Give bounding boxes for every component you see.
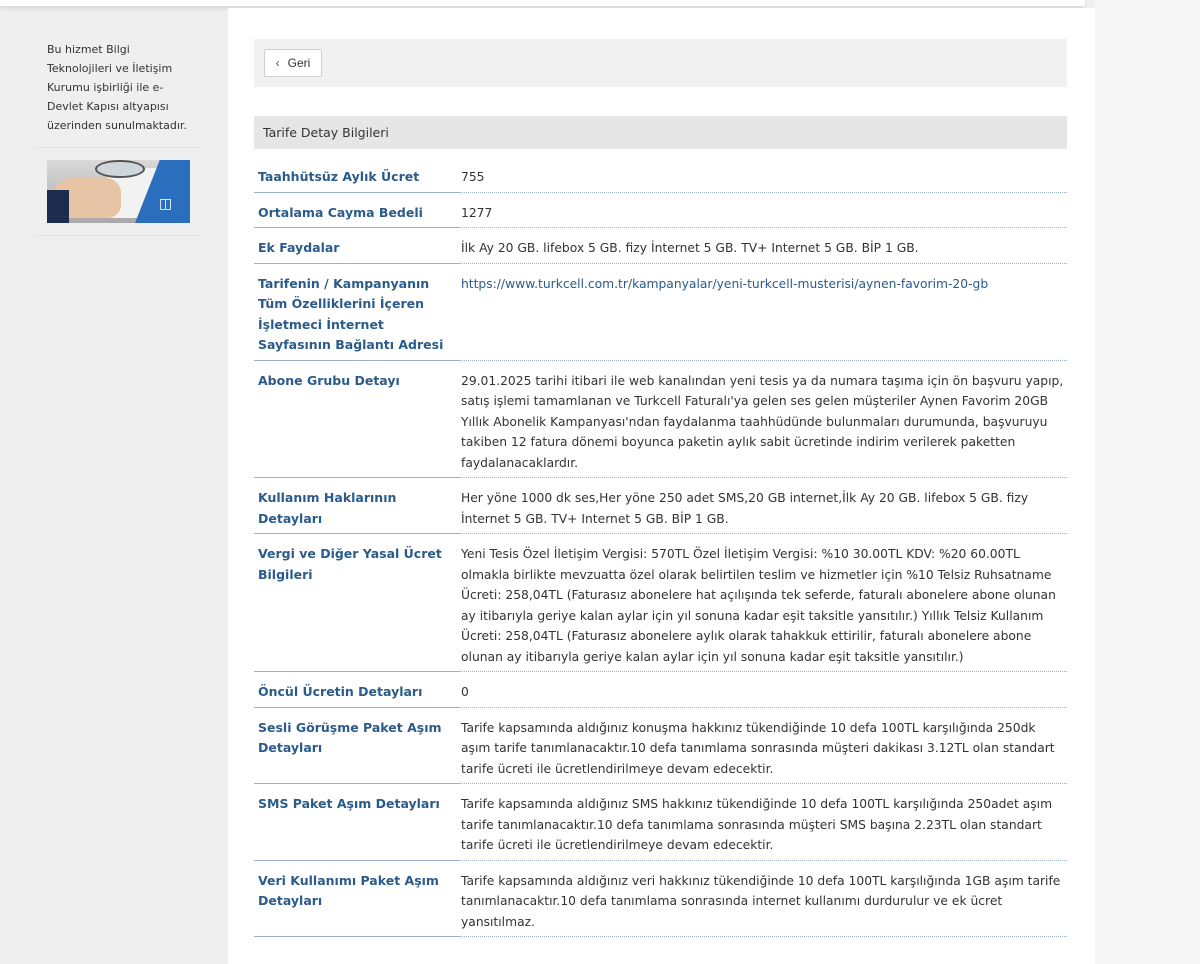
detail-value: İlk Ay 20 GB. lifebox 5 GB. fizy İnternet 5 GB. TV+ Internet 5 GB. BİP 1 GB.	[460, 228, 1067, 264]
detail-label: Taahhütsüz Aylık Ücret	[254, 157, 460, 193]
detail-row-campaign-url	[254, 264, 1067, 361]
chevron-left-icon: ‹	[275, 56, 280, 70]
detail-value: Tarife kapsamında aldığınız veri hakkınız tükendiğinde 10 defa 100TL karşılığında 1GB aşım tarife tanımlanacaktır.10 defa tanımlama sonrasında internet kullanımı durdurulur ve ek ücret yansıtılmaz.	[460, 861, 1067, 938]
detail-value: Tarife kapsamında aldığınız konuşma hakkınız tükendiğinde 10 defa 100TL karşılığında 250dk aşım tarife tanımlanacaktır.10 defa tanımlama sonrasında müşteri dakikası 3.12TL olan standart tarife ücreti ile ücretlendirilmeye devam edecektir.	[460, 708, 1067, 785]
detail-label: Veri Kullanımı Paket Aşım Detayları	[254, 861, 460, 938]
sidebar-divider	[33, 235, 203, 236]
detail-row-taxes	[254, 534, 1067, 672]
btk-banner-image[interactable]	[47, 160, 190, 223]
magnifier-icon	[95, 160, 145, 178]
detail-value: 1277	[460, 193, 1067, 229]
toolbar-panel	[254, 39, 1067, 87]
right-margin	[1095, 0, 1200, 964]
detail-value: 755	[460, 157, 1067, 193]
detail-label: Tarifenin / Kampanyanın Tüm Özelliklerini İçeren İşletmeci İnternet Sayfasının Bağlantı Adresi	[254, 264, 460, 361]
sidebar-info-text: Bu hizmet Bilgi Teknolojileri ve İletişim Kurumu işbirliği ile e-Devlet Kapısı altyapısı üzerinden sunulmaktadır.	[33, 26, 203, 148]
detail-row-prepaid-fee	[254, 672, 1067, 708]
detail-label: Öncül Ücretin Detayları	[254, 672, 460, 708]
detail-label: Kullanım Haklarının Detayları	[254, 478, 460, 534]
device-icon: ◫	[159, 196, 173, 212]
back-button[interactable]	[264, 49, 322, 77]
detail-label: Vergi ve Diğer Yasal Ücret Bilgileri	[254, 534, 460, 672]
sleeve-image	[47, 190, 69, 223]
campaign-link[interactable]: https://www.turkcell.com.tr/kampanyalar/yeni-turkcell-musterisi/aynen-favorim-20-gb	[461, 276, 989, 291]
detail-row-data-overage	[254, 861, 1067, 938]
main-content	[228, 8, 1095, 964]
detail-label: Abone Grubu Detayı	[254, 361, 460, 479]
detail-row-usage-rights	[254, 478, 1067, 534]
detail-value: Her yöne 1000 dk ses,Her yöne 250 adet SMS,20 GB internet,İlk Ay 20 GB. lifebox 5 GB. fizy İnternet 5 GB. TV+ Internet 5 GB. BİP 1 GB.	[460, 478, 1067, 534]
top-bar	[0, 0, 1085, 6]
tariff-details-table	[254, 157, 1067, 937]
detail-value: Tarife kapsamında aldığınız SMS hakkınız tükendiğinde 10 defa 100TL karşılığında 250adet aşım tarife tanımlanacaktır.10 defa tanımlama sonrasında müşteri SMS başına 2.23TL olan standart tarife ücreti ile ücretlendirilmeye devam edecektir.	[460, 784, 1067, 861]
back-button-label: Geri	[287, 56, 311, 70]
detail-value: 29.01.2025 tarihi itibari ile web kanalından yeni tesis ya da numara taşıma için ön başvuru yapıp, satış işlemi tamamlanan ve Turkcell Faturalı'ya gelen ses gelen müşteriler Aynen Favorim 20GB Yıllık Abonelik Kampanyası'ndan faydalanma taahhüdünde bulunmaları durumunda, başvuruyu takiben 12 fatura dönemi boyunca paketin aylık sabit ücretinde indirim verilerek paketten faydalanacaklardır.	[460, 361, 1067, 479]
detail-label: Sesli Görüşme Paket Aşım Detayları	[254, 708, 460, 785]
detail-row-subscriber-group	[254, 361, 1067, 479]
detail-row-sms-overage	[254, 784, 1067, 861]
detail-value: 0	[460, 672, 1067, 708]
detail-label: SMS Paket Aşım Detayları	[254, 784, 460, 861]
detail-value: Yeni Tesis Özel İletişim Vergisi: 570TL Özel İletişim Vergisi: %10 30.00TL KDV: %20 60.00TL olmakla birlikte mevzuatta özel olarak belirtilen teslim ve hizmetler için %10 Telsiz Ruhsatname Ücreti: 258,04TL (Faturasız abonelere hat açılışında tek seferde, faturalı abonelere abone olunan ay itibarıyla geriye kalan aylar için yıl sonuna kadar eşit taksitle yansıtılır.) Yıllık Telsiz Kullanım Ücreti: 258,04TL (Faturasız abonelere aylık olarak tahakkuk ettirilir, faturalı abonelere abone olunan ay itibarıyla geriye kalan aylar için yıl sonuna kadar eşit taksitle yansıtılır.)	[460, 534, 1067, 672]
detail-value	[460, 264, 1067, 361]
detail-row-cancellation-fee	[254, 193, 1067, 229]
section-title: Tarife Detay Bilgileri	[254, 116, 1067, 149]
detail-row-extra-benefits	[254, 228, 1067, 264]
sidebar	[33, 26, 203, 236]
detail-row-voice-overage	[254, 708, 1067, 785]
detail-row-monthly-fee	[254, 157, 1067, 193]
detail-label: Ek Faydalar	[254, 228, 460, 264]
detail-label: Ortalama Cayma Bedeli	[254, 193, 460, 229]
